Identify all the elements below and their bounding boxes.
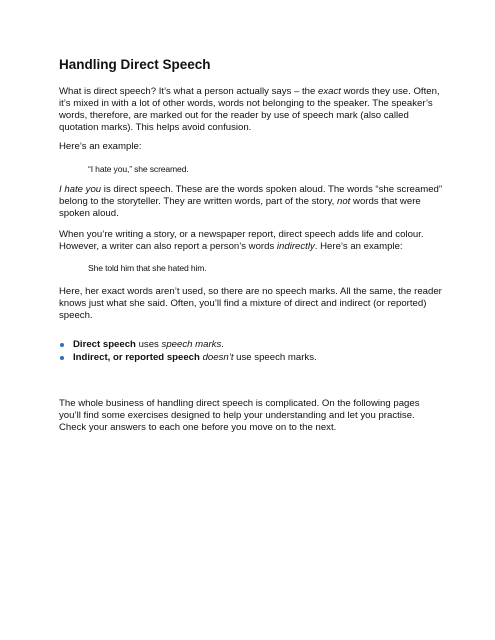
list-item-term: Indirect, or reported speech <box>73 351 200 363</box>
explanation-emphasis: not <box>337 196 351 207</box>
intro-emphasis: exact <box>317 86 341 97</box>
explanation-paragraph <box>59 184 444 220</box>
indirect-intro-paragraph <box>59 229 444 253</box>
indirect-emphasis: indirectly <box>276 241 315 252</box>
list-item-term: Direct speech <box>73 339 136 350</box>
intro-text-a: What is direct speech? It’s what a person actually says – the <box>59 86 318 97</box>
list-item <box>59 352 444 365</box>
explanation-quote: I hate you <box>59 184 102 195</box>
page-title: Handling Direct Speech <box>59 57 211 72</box>
list-item-end: use speech marks. <box>233 351 317 363</box>
reported-paragraph: Here, her exact words aren’t used, so there are no speech marks. All the same, the reader knows just what she said. Often, you’ll find a mixture of direct and indirect (or reported) speech. <box>59 286 442 321</box>
bullet-icon <box>60 356 64 360</box>
intro-paragraph <box>59 86 444 134</box>
list-item-emphasis: speech marks <box>161 339 222 350</box>
explanation-text-b: is direct speech. These are the words spoken aloud. The words “she screamed” belong to the storyteller. They are written words, part of the story, <box>59 184 443 207</box>
bullet-icon <box>60 343 64 347</box>
list-item <box>59 339 444 352</box>
list-item-emphasis: doesn’t <box>202 351 234 363</box>
list-item-end: . <box>221 339 224 350</box>
example-direct: “I hate you,” she screamed. <box>88 164 189 174</box>
explanation-text-d: words that were spoken aloud. <box>59 196 421 219</box>
indirect-text-c: . Here’s an example: <box>314 241 403 252</box>
intro-text-c: words they use. Often, it’s mixed in with a lot of other words, words not belonging to the speaker. The speaker’s words, therefore, are marked out for the reader by use of speech mark (also called quotation marks). This helps avoid confusion. <box>59 86 440 133</box>
indirect-text-a: When you’re writing a story, or a newspaper report, direct speech adds life and colour. However, a writer can also report a person’s words <box>59 229 424 252</box>
speech-types-list <box>59 339 444 364</box>
example-indirect: She told him that she hated him. <box>88 263 207 273</box>
list-item-text: uses <box>135 339 162 350</box>
example-lead: Here’s an example: <box>59 141 142 152</box>
closing-paragraph: The whole business of handling direct speech is complicated. On the following pages you’ll find some exercises designed to help your understanding and let you practise. Check your answers to each one before you move on to the next. <box>59 398 420 433</box>
